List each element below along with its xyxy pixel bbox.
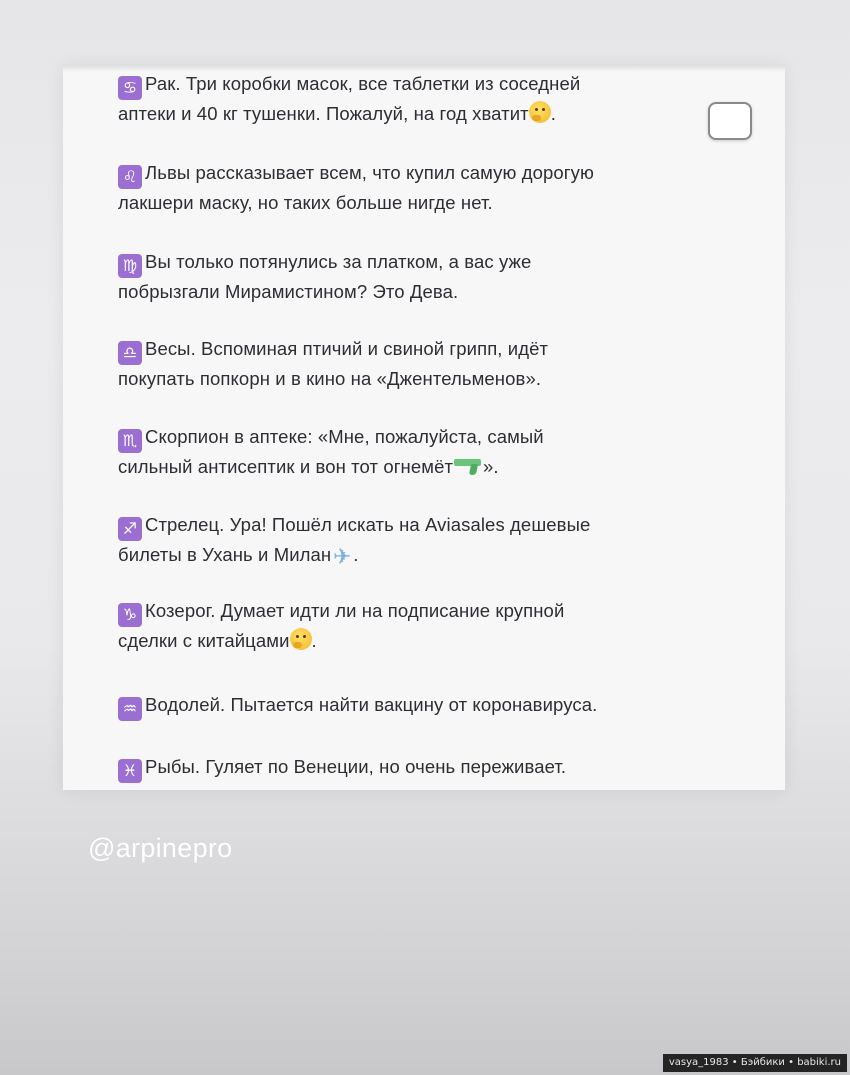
water-pistol-emoji-icon (453, 454, 483, 476)
entry-tail: ». (483, 456, 499, 477)
entry-line-1 (118, 70, 758, 100)
sagittarius-sign-icon: ♐ (118, 517, 142, 541)
entry-text: сильный антисептик и вон тот огнемёт (118, 456, 454, 477)
horoscope-entry-capricorn (118, 597, 758, 655)
entry-line-1 (118, 753, 758, 783)
entry-tail: . (550, 103, 556, 124)
entry-line-1 (118, 335, 758, 365)
entry-line-1 (118, 597, 758, 627)
thinking-face-emoji-icon (529, 101, 551, 123)
entry-line-1 (118, 248, 758, 278)
entry-line-2 (118, 453, 758, 481)
entry-line-2 (118, 541, 758, 569)
entry-text: Козерог. Думает идти ли на подписание крупной (145, 600, 565, 621)
entry-text: билеты в Ухань и Милан (118, 544, 332, 565)
entry-line-2 (118, 189, 758, 217)
entry-line-1 (118, 691, 758, 721)
entry-text: Скорпион в аптеке: «Мне, пожалуйста, самый (145, 426, 544, 447)
entry-line-1 (118, 511, 758, 541)
scorpio-sign-icon: ♏ (118, 429, 142, 453)
entry-text: Водолей. Пытается найти вакцину от коронавируса. (145, 694, 598, 715)
site-watermark: vasya_1983 • Бэйбики • babiki.ru (663, 1054, 847, 1072)
entry-tail: . (311, 630, 317, 651)
entry-line-2 (118, 627, 758, 655)
entry-text: аптеки и 40 кг тушенки. Пожалуй, на год хватит (118, 103, 529, 124)
entry-line-2 (118, 278, 758, 306)
entry-tail: . (353, 544, 359, 565)
leo-sign-icon: ♌ (118, 165, 142, 189)
horoscope-entry-libra (118, 335, 758, 393)
libra-sign-icon: ♎ (118, 341, 142, 365)
thinking-face-emoji-icon (290, 628, 312, 650)
horoscope-entry-cancer (118, 70, 758, 128)
aquarius-sign-icon: ♒ (118, 697, 142, 721)
entry-line-2 (118, 365, 758, 393)
entry-text: Весы. Вспоминая птичий и свиной грипп, идёт (145, 338, 549, 359)
entry-text: Рыбы. Гуляет по Венеции, но очень переживает. (145, 756, 567, 777)
virgo-sign-icon: ♍ (118, 254, 142, 278)
horoscope-entry-leo (118, 159, 758, 217)
entry-text: побрызгали Мирамистином? Это Дева. (118, 281, 459, 302)
entry-text: сделки с китайцами (118, 630, 290, 651)
pisces-sign-icon: ♓ (118, 759, 142, 783)
entry-text: Стрелец. Ура! Пошёл искать на Aviasales дешевые (145, 514, 591, 535)
entry-line-1 (118, 423, 758, 453)
horoscope-entry-aquarius (118, 691, 758, 721)
entry-text: Львы рассказывает всем, что купил самую дорогую (145, 162, 594, 183)
cancer-sign-icon: ♋ (118, 76, 142, 100)
entry-line-1 (118, 159, 758, 189)
horoscope-entry-virgo (118, 248, 758, 306)
entry-line-2 (118, 100, 758, 128)
story-handle[interactable]: @arpinepro (88, 833, 233, 863)
entry-text: лакшери маску, но таких больше нигде нет. (118, 192, 493, 213)
entry-text: покупать попкорн и в кино на «Джентельменов». (118, 368, 542, 389)
horoscope-entry-scorpio (118, 423, 758, 481)
capricorn-sign-icon: ♑ (118, 603, 142, 627)
airplane-emoji-icon: ✈ (332, 545, 352, 570)
entry-text: Вы только потянулись за платком, а вас уже (145, 251, 532, 272)
entry-text: Рак. Три коробки масок, все таблетки из соседней (145, 73, 581, 94)
horoscope-entry-pisces (118, 753, 758, 783)
horoscope-entry-sagittarius (118, 511, 758, 569)
